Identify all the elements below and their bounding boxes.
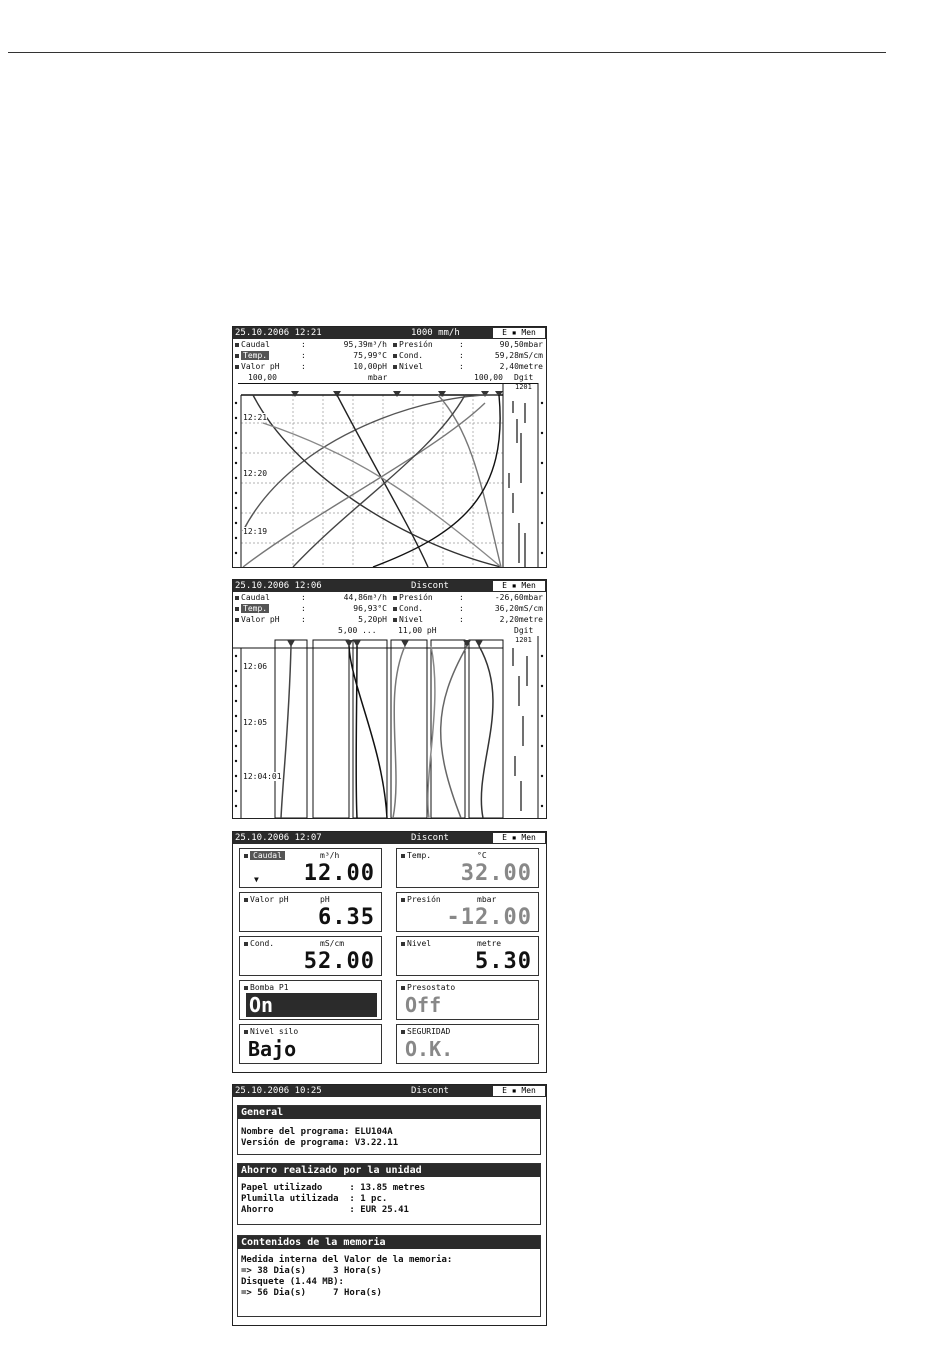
status-bar bbox=[233, 327, 546, 339]
scale-unit: mbar bbox=[368, 373, 388, 382]
status-bar bbox=[233, 580, 546, 592]
scale-max: 100,00 bbox=[474, 373, 503, 382]
time-label: 12:06 bbox=[243, 662, 268, 671]
channel-unit: mbar bbox=[477, 895, 497, 904]
screen-curve-view bbox=[232, 326, 547, 568]
screen-band-view bbox=[232, 579, 547, 819]
param-value: 2,20metre bbox=[499, 615, 543, 624]
page-top-rule bbox=[8, 52, 886, 53]
param-value: 90,50mbar bbox=[499, 340, 543, 349]
screen-info-view bbox=[232, 1084, 547, 1326]
param-value: 5,20pH bbox=[358, 615, 387, 624]
channel-unit: °C bbox=[477, 851, 487, 860]
menu-button[interactable]: E ▪ Men bbox=[492, 327, 546, 339]
panel-title: General bbox=[238, 1106, 540, 1119]
scale-range: 5,00 ... bbox=[338, 626, 377, 635]
param-table bbox=[233, 339, 546, 373]
param-name: Presión bbox=[399, 340, 433, 349]
state-name: Nivel silo bbox=[250, 1027, 299, 1036]
param-row: Caudal : 44,86m³/h Presión : -26,60mbar bbox=[233, 592, 546, 603]
curve-plot bbox=[233, 373, 546, 567]
param-value: 96,93°C bbox=[353, 604, 387, 613]
time-label: 12:05 bbox=[243, 718, 268, 727]
info-line: => 38 Dia(s) 3 Hora(s) bbox=[241, 1266, 382, 1276]
panel-savings bbox=[237, 1163, 541, 1225]
datetime: 25.10.2006 12:07 bbox=[235, 833, 322, 843]
channel-value: 5.30 bbox=[475, 949, 532, 974]
param-name: Cond. bbox=[399, 604, 424, 613]
digital-tile-temp[interactable] bbox=[396, 848, 539, 888]
param-name: Caudal bbox=[241, 340, 270, 349]
scale-min: 100,00 bbox=[248, 373, 277, 382]
param-value: -26,60mbar bbox=[494, 593, 543, 602]
chart-speed: 1000 mm/h bbox=[411, 328, 460, 338]
time-label: 12:21 bbox=[243, 413, 268, 422]
param-value: 59,28mS/cm bbox=[494, 351, 543, 360]
scale-unit: 11,00 pH bbox=[398, 626, 437, 635]
menu-button[interactable]: E ▪ Men bbox=[492, 580, 546, 592]
channel-value: -12.00 bbox=[446, 905, 532, 930]
channel-name: Valor pH bbox=[250, 895, 289, 904]
channel-name: Caudal bbox=[250, 851, 285, 860]
info-line: Medida interna del Valor de la memoria: bbox=[241, 1255, 453, 1265]
digital-tile-cond[interactable] bbox=[239, 936, 382, 976]
channel-unit: metre bbox=[477, 939, 502, 948]
datetime: 25.10.2006 10:25 bbox=[235, 1086, 322, 1096]
state-tile-presostato[interactable] bbox=[396, 980, 539, 1020]
time-label: 12:04:01 bbox=[243, 772, 282, 781]
menu-button[interactable]: E ▪ Men bbox=[492, 1085, 546, 1097]
screen-digital-view bbox=[232, 831, 547, 1073]
info-line: Nombre del programa: ELU104A bbox=[241, 1127, 393, 1137]
channel-unit: m³/h bbox=[320, 851, 340, 860]
channel-value: 52.00 bbox=[303, 949, 375, 974]
state-tile-seguridad[interactable] bbox=[396, 1024, 539, 1064]
digital-tile-nivel[interactable] bbox=[396, 936, 539, 976]
chart-mode: Discont bbox=[411, 1086, 449, 1096]
param-row: Caudal : 95,39m³/h Presión : 90,50mbar bbox=[233, 339, 546, 350]
datetime: 25.10.2006 12:06 bbox=[235, 581, 322, 591]
info-line: Disquete (1.44 MB): bbox=[241, 1277, 344, 1287]
state-name: Bomba P1 bbox=[250, 983, 289, 992]
param-value: 44,86m³/h bbox=[343, 593, 387, 602]
param-value: 75,99°C bbox=[353, 351, 387, 360]
trend-down-icon: ▼ bbox=[254, 875, 259, 884]
param-value: 2,40metre bbox=[499, 362, 543, 371]
panel-title: Contenidos de la memoria bbox=[238, 1236, 540, 1249]
time-label: 12:20 bbox=[243, 469, 268, 478]
param-name: Nivel bbox=[399, 362, 424, 371]
channel-name: Presión bbox=[407, 895, 441, 904]
state-name: SEGURIDAD bbox=[407, 1027, 451, 1036]
menu-button[interactable]: E ▪ Men bbox=[492, 832, 546, 844]
band-plot bbox=[233, 626, 546, 818]
datetime: 25.10.2006 12:21 bbox=[235, 328, 322, 338]
state-value: Off bbox=[405, 993, 442, 1017]
digital-tile-ph[interactable] bbox=[239, 892, 382, 932]
digital-channel-number: 1201 bbox=[515, 636, 532, 644]
param-row: Temp. : 96,93°C Cond. : 36,20mS/cm bbox=[233, 603, 546, 614]
param-value: 36,20mS/cm bbox=[494, 604, 543, 613]
digital-channel-label: Dgit bbox=[514, 626, 534, 635]
digital-channel-label: Dgit bbox=[514, 373, 534, 382]
state-value: O.K. bbox=[405, 1037, 454, 1061]
param-name: Temp. bbox=[243, 604, 268, 613]
param-name: Nivel bbox=[399, 615, 424, 624]
panel-title: Ahorro realizado por la unidad bbox=[238, 1164, 540, 1177]
status-bar bbox=[233, 1085, 546, 1097]
state-value: On bbox=[246, 993, 377, 1017]
param-value: 10,00pH bbox=[353, 362, 387, 371]
info-line: Versión de programa: V3.22.11 bbox=[241, 1138, 399, 1148]
panel-general bbox=[237, 1105, 541, 1155]
param-value: 95,39m³/h bbox=[343, 340, 387, 349]
channel-value: 32.00 bbox=[460, 861, 532, 886]
channel-unit: pH bbox=[320, 895, 330, 904]
channel-value: 6.35 bbox=[318, 905, 375, 930]
state-tile-nivel-silo[interactable] bbox=[239, 1024, 382, 1064]
param-name: Caudal bbox=[241, 593, 270, 602]
digital-channel-number: 1201 bbox=[515, 383, 532, 391]
time-label: 12:19 bbox=[243, 527, 268, 536]
digital-tile-caudal[interactable] bbox=[239, 848, 382, 888]
channel-value: 12.00 bbox=[303, 861, 375, 886]
status-bar bbox=[233, 832, 546, 844]
channel-name: Cond. bbox=[250, 939, 275, 948]
curve-chart bbox=[233, 373, 546, 567]
info-line: Plumilla utilizada : 1 pc. bbox=[241, 1194, 388, 1204]
digital-tile-presion[interactable] bbox=[396, 892, 539, 932]
param-row: Valor pH : 5,20pH Nivel : 2,20metre bbox=[233, 614, 546, 625]
state-name: Presostato bbox=[407, 983, 456, 992]
info-line: Papel utilizado : 13.85 metres bbox=[241, 1183, 426, 1193]
chart-mode: Discont bbox=[411, 833, 449, 843]
state-value: Bajo bbox=[248, 1037, 297, 1061]
param-name: Valor pH bbox=[241, 362, 280, 371]
param-name: Cond. bbox=[399, 351, 424, 360]
info-line: => 56 Dia(s) 7 Hora(s) bbox=[241, 1288, 382, 1298]
chart-mode: Discont bbox=[411, 581, 449, 591]
info-line: Ahorro : EUR 25.41 bbox=[241, 1205, 409, 1215]
state-tile-bomba[interactable] bbox=[239, 980, 382, 1020]
channel-name: Nivel bbox=[407, 939, 432, 948]
param-name: Temp. bbox=[243, 351, 268, 360]
channel-name: Temp. bbox=[407, 851, 432, 860]
param-table bbox=[233, 592, 546, 626]
param-name: Valor pH bbox=[241, 615, 280, 624]
param-row: Temp. : 75,99°C Cond. : 59,28mS/cm bbox=[233, 350, 546, 361]
band-chart bbox=[233, 626, 546, 818]
param-row: Valor pH : 10,00pH Nivel : 2,40metre bbox=[233, 361, 546, 372]
channel-unit: mS/cm bbox=[320, 939, 345, 948]
param-name: Presión bbox=[399, 593, 433, 602]
panel-memory bbox=[237, 1235, 541, 1317]
